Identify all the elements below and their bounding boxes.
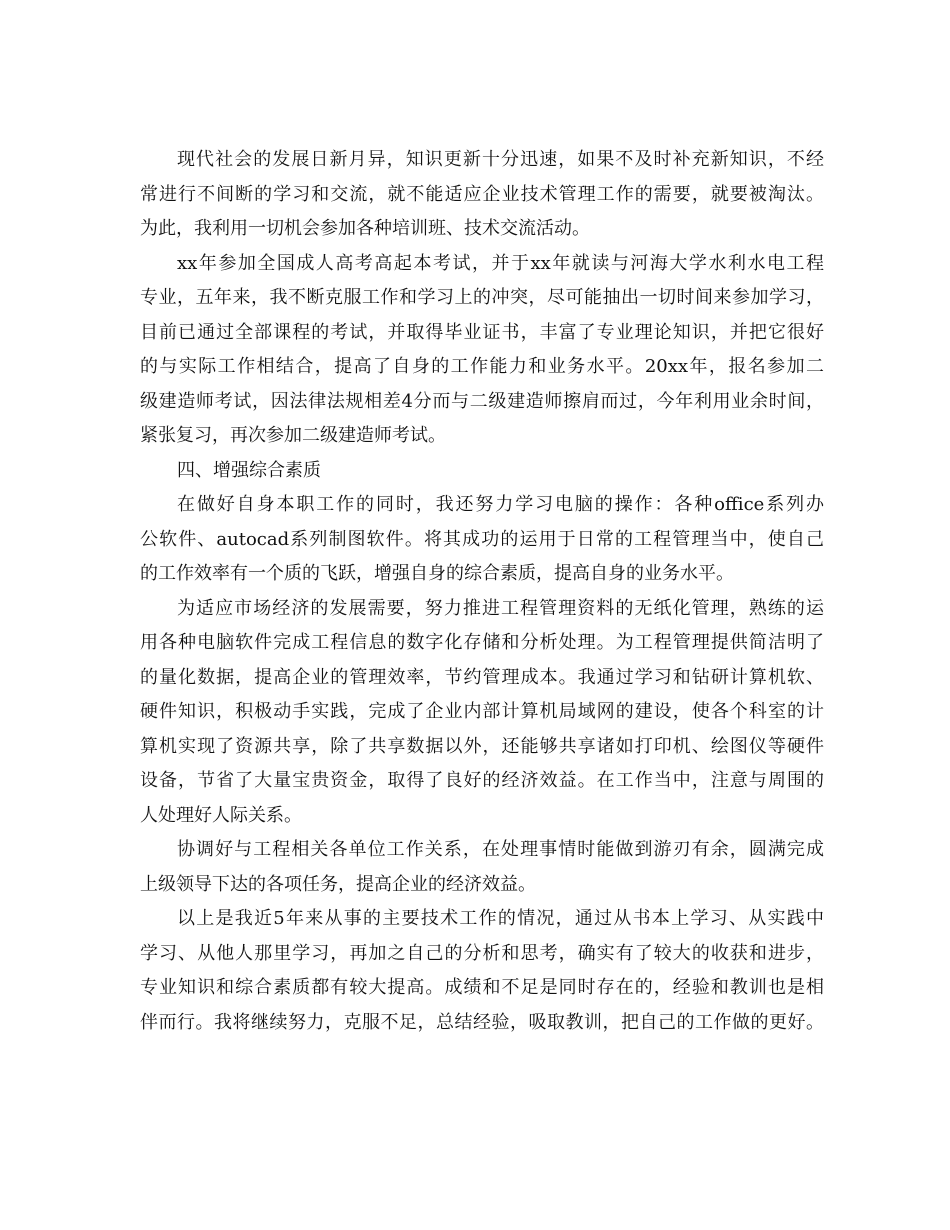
text-line: 常进行不间断的学习和交流，就不能适应企业技术管理工作的需要，就要被淘汰。 — [140, 183, 824, 205]
text-line: 专业知识和综合素质都有较大提高。成绩和不足是同时存在的，经验和教训也是相 — [140, 977, 824, 998]
text-line: 学习、从他人那里学习，再加之自己的分析和思考，确实有了较大的收获和进步， — [140, 942, 824, 964]
text-line: 为适应市场经济的发展需要，努力推进工程管理资料的无纸化管理，熟练的运 — [177, 597, 824, 619]
text-line: 为此，我利用一切机会参加各种培训班、技术交流活动。 — [140, 218, 590, 239]
text-line: 专业，五年来，我不断克服工作和学习上的冲突，尽可能抽出一切时间来参加学习， — [140, 287, 824, 308]
text-line: 以上是我近5年来从事的主要技术工作的情况，通过从书本上学习、从实践中 — [177, 908, 824, 929]
text-line: 级建造师考试，因法律法规相差4分而与二级建造师擦肩而过，今年利用业余时间， — [140, 390, 824, 412]
section-heading: 四、增强综合素质 — [177, 459, 321, 481]
text-line: 公软件、autocad系列制图软件。将其成功的运用于日常的工程管理当中，使自己 — [140, 528, 824, 550]
document-body — [140, 143, 824, 1040]
text-line: 人处理好人际关系。 — [140, 804, 302, 826]
text-line: 的与实际工作相结合，提高了自身的工作能力和业务水平。20xx年，报名参加二 — [140, 356, 824, 377]
text-line: 设备，节省了大量宝贵资金，取得了良好的经济效益。在工作当中，注意与周围的 — [140, 770, 824, 791]
text-line: 的量化数据，提高企业的管理效率，节约管理成本。我通过学习和钻研计算机软、 — [140, 666, 824, 688]
text-line: xx年参加全国成人高考高起本考试，并于xx年就读与河海大学水利水电工程 — [177, 252, 824, 274]
text-line: 伴而行。我将继续努力，克服不足，总结经验，吸取教训，把自己的工作做的更好。 — [140, 1011, 824, 1033]
text-line: 算机实现了资源共享，除了共享数据以外，还能够共享诸如打印机、绘图仪等硬件 — [140, 735, 824, 757]
text-line: 用各种电脑软件完成工程信息的数字化存储和分析处理。为工程管理提供简洁明了 — [140, 632, 824, 653]
text-line: 在做好自身本职工作的同时，我还努力学习电脑的操作：各种office系列办 — [177, 494, 824, 515]
text-line: 目前已通过全部课程的考试，并取得毕业证书，丰富了专业理论知识，并把它很好 — [140, 321, 824, 343]
text-line: 紧张复习，再次参加二级建造师考试。 — [140, 425, 446, 446]
text-line: 上级领导下达的各项任务，提高企业的经济效益。 — [140, 873, 536, 895]
text-line: 的工作效率有一个质的飞跃，增强自身的综合素质，提高自身的业务水平。 — [140, 563, 734, 584]
text-line: 现代社会的发展日新月异，知识更新十分迅速，如果不及时补充新知识，不经 — [177, 149, 824, 170]
text-line: 硬件知识，积极动手实践，完成了企业内部计算机局域网的建设，使各个科室的计 — [140, 701, 824, 722]
text-line: 协调好与工程相关各单位工作关系，在处理事情时能做到游刃有余，圆满完成 — [177, 839, 824, 860]
